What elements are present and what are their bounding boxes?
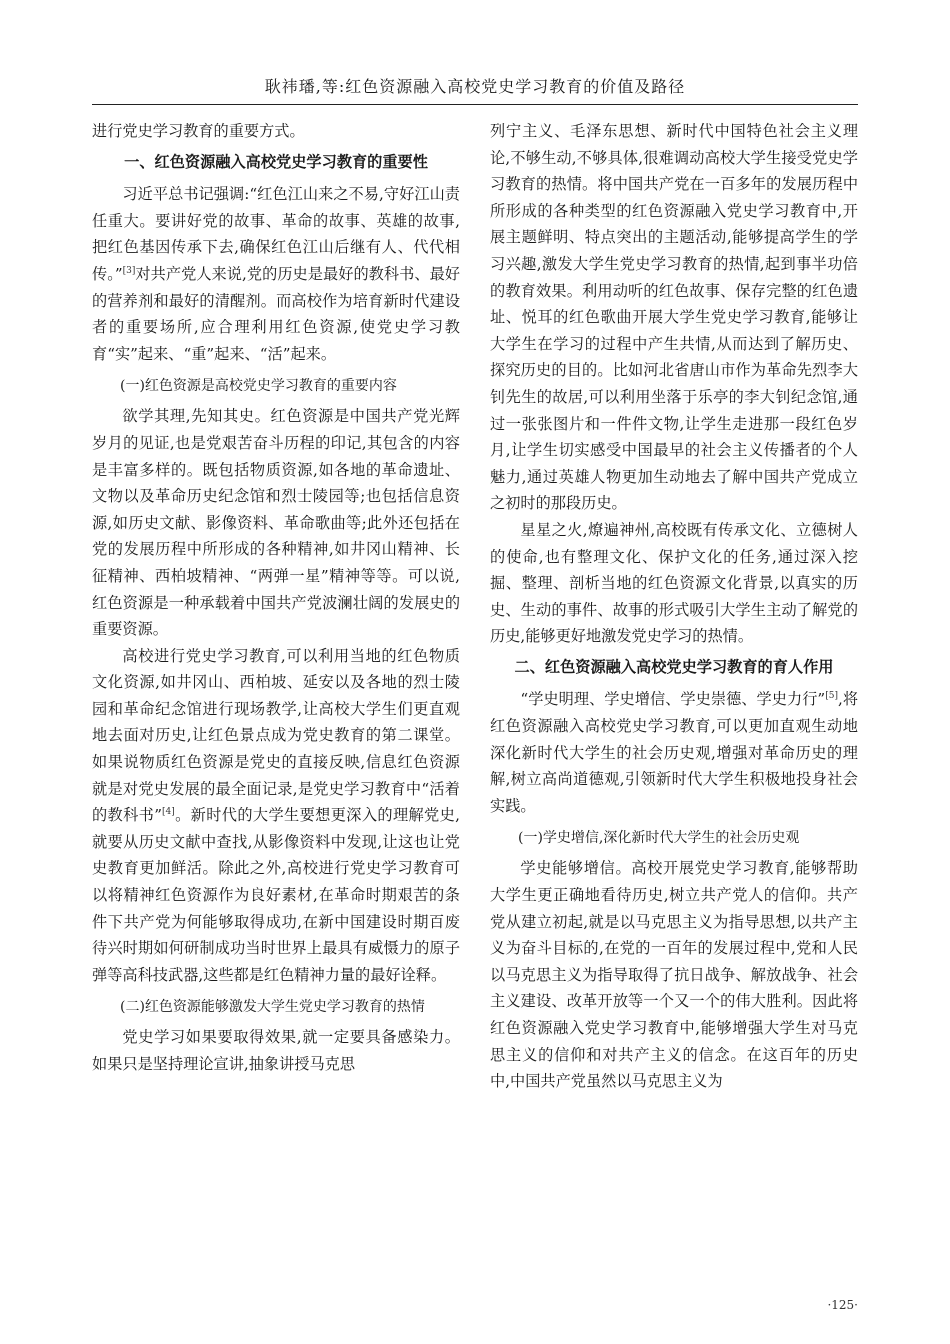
paragraph-text: 高校进行党史学习教育,可以利用当地的红色物质文化资源,如井冈山、西柏坡、延安以及各地的烈士陵园和革命纪念馆进行现场教学,让高校大学生们更直观地去面对历史,让红色景点成为党史教育的第二课堂。如果说物质红色资源是党史的直接反映,信息红色资源就是对党史发展的最全面记录,是党史学习教育中“活着的教科书” xyxy=(92,646,460,825)
section-heading-1: 一、红色资源融入高校党史学习教育的重要性 xyxy=(124,152,428,171)
paragraph-text: “学史明理、学史增信、学史崇德、学史力行” xyxy=(520,690,826,709)
header-rule xyxy=(92,104,858,105)
subsection-heading: (二)红色资源能够激发大学生党史学习教育的热情 xyxy=(120,999,425,1016)
paragraph: 进行党史学习教育的重要方式。 xyxy=(92,122,305,140)
paragraph: 列宁主义、毛泽东思想、新时代中国特色社会主义理论,不够生动,不够具体,很难调动高校大学生接受党史学习教育的热情。将中国共产党在一百多年的发展历程中所形成的各种类型的红色资源融入党史学习教育中,开展主题鲜明、特点突出的主题活动,能够提高学生的学习兴趣,激发大学生党史学习教育的热情,起到事半功倍的教育效果。利用动听的红色故事、保存完整的红色遗址、悦耳的红色歌曲开展大学生党史学习教育,能够让大学生在学习的过程中产生共情,从而达到了解历史、探究历史的目的。比如河北省唐山市作为革命先烈李大钊先生的故居,可以利用坐落于乐亭的李大钊纪念馆,通过一张张图片和一件件文物,让学生走进那一段红色岁月,让学生切实感受中国最早的社会主义传播者的个人魅力,通过英雄人物更加生动地去了解中国共产党成立之初时的那段历史。 xyxy=(490,122,858,513)
page-number: ·125· xyxy=(827,1298,858,1312)
section-heading-2: 二、红色资源融入高校党史学习教育的育人作用 xyxy=(514,657,834,676)
paragraph-text: 习近平总书记强调:“红色江山来之不易,守好江山责任重大。要讲好党的故事、革命的故事、英雄的故事,把红色基因传承下去,确保红色江山后继有人、代代相传。” xyxy=(92,185,460,283)
subsection-heading: (一)学史增信,深化新时代大学生的社会历史观 xyxy=(518,830,800,847)
paragraph-text: 对共产党人来说,党的历史是最好的教科书、最好的营养剂和最好的清醒剂。而高校作为培育新时代建设者的重要场所,应合理利用红色资源,使党史学习教育“实”起来、“重”起来、“活”起来。 xyxy=(92,264,460,363)
paragraph xyxy=(92,181,460,367)
right-column xyxy=(490,118,858,1095)
paragraph xyxy=(490,686,858,819)
paragraph-text: ,将红色资源融入高校党史学习教育,可以更加直观生动地深化新时代大学生的社会历史观,增强对革命历史的理解,树立高尚道德观,引领新时代大学生积极地投身社会实践。 xyxy=(490,690,859,815)
citation-ref[interactable]: [4] xyxy=(162,807,175,818)
paragraph xyxy=(92,643,460,989)
paragraph: 欲学其理,先知其史。红色资源是中国共产党光辉岁月的见证,也是党艰苦奋斗历程的印记,其包含的内容是丰富多样的。既包括物质资源,如各地的革命遗址、文物以及革命历史纪念馆和烈士陵园等;也包括信息资源,如历史文献、影像资料、革命歌曲等;此外还包括在党的发展历程中所形成的各种精神,如井冈山精神、长征精神、西柏坡精神、“两弹一星”精神等等。可以说,红色资源是一种承载着中国共产党波澜壮阔的发展史的重要资源。 xyxy=(92,407,460,639)
citation-ref[interactable]: [5] xyxy=(825,691,838,702)
subsection-heading: (一)红色资源是高校党史学习教育的重要内容 xyxy=(120,378,397,395)
citation-ref[interactable]: [3] xyxy=(122,265,136,276)
paragraph: 学史能够增信。高校开展党史学习教育,能够帮助大学生更正确地看待历史,树立共产党人的信仰。共产党从建立初起,就是以马克思主义为指导思想,以共产主义为奋斗目标的,在党的一百年的发展过程中,党和人民以马克思主义为指导取得了抗日战争、解放战争、社会主义建设、改革开放等一个又一个的伟大胜利。因此将红色资源融入党史学习教育中,能够增强大学生对马克思主义的信仰和对共产主义的信念。在这百年的历史中,中国共产党虽然以马克思主义为 xyxy=(490,859,858,1091)
left-column xyxy=(92,118,460,1078)
paragraph: 党史学习如果要取得效果,就一定要具备感染力。如果只是坚持理论宣讲,抽象讲授马克思 xyxy=(92,1028,460,1073)
paragraph-text: 。新时代的大学生要想更深入的理解党史,就要从历史文献中查找,从影像资料中发现,让这也让党史教育更加鲜活。除此之外,高校进行党史学习教育可以将精神红色资源作为良好素材,在革命时期艰苦的条件下共产党为何能够取得成功,在新中国建设时期百废待兴时期如何研制成功当时世界上最具有威慑力的原子弹等高科技武器,这些都是红色精神力量的最好诠释。 xyxy=(92,806,461,984)
paragraph: 星星之火,燎遍神州,高校既有传承文化、立德树人的使命,也有整理文化、保护文化的任务,通过深入挖掘、整理、剖析当地的红色资源文化背景,以真实的历史、生动的事件、故事的形式吸引大学生主动了解党的历史,能够更好地激发党史学习的热情。 xyxy=(490,520,858,646)
running-header: 耿祎璠,等:红色资源融入高校党史学习教育的价值及路径 xyxy=(264,77,686,96)
